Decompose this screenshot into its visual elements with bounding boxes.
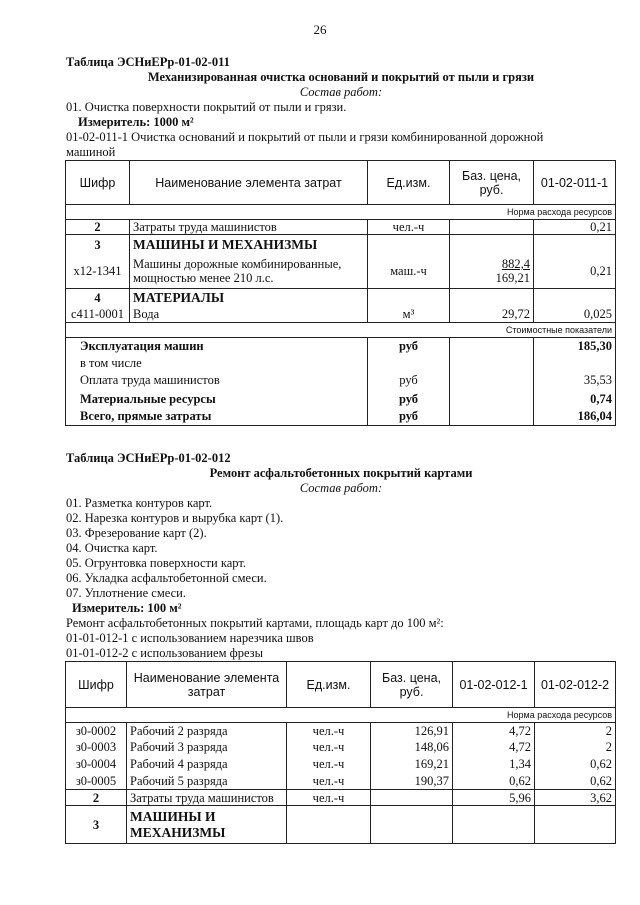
table-row [66, 255, 616, 289]
norm-label: Норма расхода ресурсов [66, 708, 616, 723]
header-name: Наименование элемента затрат [130, 161, 368, 205]
table-row [66, 790, 616, 806]
table1-composition-heading: Состав работ: [299, 85, 383, 99]
table-row [66, 289, 616, 307]
table2-work-item: 01. Разметка контуров карт. [66, 496, 213, 510]
cost-name: Материальные ресурсы [66, 390, 368, 408]
row-name: Машины дорожные комбинированные, мощностью менее 210 л.с. [130, 255, 368, 289]
cost-name: Эксплуатация машин [66, 338, 368, 355]
row-price: 148,06 [371, 739, 453, 756]
cost-row [66, 355, 616, 371]
table2-subtitle: Ремонт асфальтобетонных покрытий картами [209, 466, 473, 480]
table2-work-item: 06. Укладка асфальтобетонной смеси. [66, 571, 267, 585]
row-value-2: 2 [535, 739, 616, 756]
header-col1: 01-02-012-1 [453, 662, 535, 708]
row-name: Затраты труда машинистов [127, 790, 287, 806]
cost-unit: руб [368, 371, 450, 390]
table2-description: 01-01-012-1 с использованием нарезчика швов [66, 631, 314, 645]
cost-unit: руб [368, 408, 450, 426]
row-code: з0-0002 [66, 723, 127, 739]
row-code: х12-1341 [66, 255, 130, 289]
row-price: 882,4 169,21 [450, 255, 534, 289]
cost-name: Оплата труда машинистов [66, 371, 368, 390]
row-unit: маш.-ч [368, 255, 450, 289]
table1-header-row [66, 161, 616, 205]
cost-label: Стоимостные показатели [66, 323, 616, 338]
table-row [66, 739, 616, 756]
cost-row [66, 390, 616, 408]
row-price [371, 790, 453, 806]
row-code: 3 [66, 806, 127, 844]
row-value: 0,21 [534, 220, 616, 235]
row-value-1: 0,62 [453, 773, 535, 790]
cost-name: Всего, прямые затраты [66, 408, 368, 426]
cost-row [66, 408, 616, 426]
header-unit: Ед.изм. [287, 662, 371, 708]
row-name: Вода [130, 307, 368, 323]
row-value: 0,21 [534, 255, 616, 289]
row-value-1: 5,96 [453, 790, 535, 806]
header-unit: Ед.изм. [368, 161, 450, 205]
row-name: Рабочий 4 разряда [127, 756, 287, 773]
header-name: Наименование элемента затрат [127, 662, 287, 708]
table-row [66, 756, 616, 773]
row-code: 3 [66, 235, 130, 255]
header-col1: 01-02-011-1 [534, 161, 616, 205]
row-value-2: 0,62 [535, 756, 616, 773]
table2-title: Таблица ЭСНиЕРр-01-02-012 [66, 451, 231, 465]
row-value-1: 1,34 [453, 756, 535, 773]
row-price: 169,21 [371, 756, 453, 773]
table-row [66, 806, 616, 844]
row-value: 0,025 [534, 307, 616, 323]
table-row [66, 723, 616, 739]
row-code: з0-0005 [66, 773, 127, 790]
table-row [66, 220, 616, 235]
row-name: Рабочий 2 разряда [127, 723, 287, 739]
table1-description-cont: машиной [66, 145, 116, 159]
row-code: 2 [66, 790, 127, 806]
row-price: 29,72 [450, 307, 534, 323]
page-number: 26 [313, 22, 327, 37]
table2-description: Ремонт асфальтобетонных покрытий картами, площадь карт до 100 м²: [66, 616, 444, 630]
table2-composition-heading: Состав работ: [299, 481, 383, 495]
table-row [66, 773, 616, 790]
row-unit: чел.-ч [287, 756, 371, 773]
row-value-1: 4,72 [453, 723, 535, 739]
table1-subtitle: Механизированная очистка оснований и покрытий от пыли и грязи [147, 70, 535, 84]
table2-measure: Измеритель: 100 м² [72, 601, 182, 615]
table2-work-item: 03. Фрезерование карт (2). [66, 526, 207, 540]
table2-header-row [66, 662, 616, 708]
row-unit: м³ [368, 307, 450, 323]
table1-description: 01-02-011-1 Очистка оснований и покрытий от пыли и грязи комбинированной дорожной [66, 130, 544, 144]
row-code: 4 [66, 289, 130, 307]
row-section-name: МАШИНЫ И МЕХАНИЗМЫ [127, 806, 287, 844]
row-value-2: 3,62 [535, 790, 616, 806]
row-unit: чел.-ч [287, 790, 371, 806]
row-name: Рабочий 5 разряда [127, 773, 287, 790]
row-unit: чел.-ч [368, 220, 450, 235]
cost-name: в том числе [66, 355, 368, 371]
table1 [65, 160, 616, 426]
header-code: Шифр [66, 161, 130, 205]
header-price: Баз. цена, руб. [371, 662, 453, 708]
row-unit: чел.-ч [287, 773, 371, 790]
row-unit: чел.-ч [287, 739, 371, 756]
table-row [66, 307, 616, 323]
table-row [66, 235, 616, 255]
row-section-name: МАШИНЫ И МЕХАНИЗМЫ [130, 235, 368, 255]
cost-value: 185,30 [534, 338, 616, 355]
row-name: Рабочий 3 разряда [127, 739, 287, 756]
row-price [450, 220, 534, 235]
table2-work-item: 02. Нарезка контуров и вырубка карт (1). [66, 511, 284, 525]
table2-description: 01-01-012-2 с использованием фрезы [66, 646, 263, 660]
cost-value: 186,04 [534, 408, 616, 426]
table2-work-item: 04. Очистка карт. [66, 541, 158, 555]
header-col2: 01-02-012-2 [535, 662, 616, 708]
table2 [65, 661, 616, 844]
row-unit: чел.-ч [287, 723, 371, 739]
table2-work-item: 07. Уплотнение смеси. [66, 586, 186, 600]
header-code: Шифр [66, 662, 127, 708]
row-value-1: 4,72 [453, 739, 535, 756]
row-price: 190,37 [371, 773, 453, 790]
cost-value: 35,53 [534, 371, 616, 390]
row-section-name: МАТЕРИАЛЫ [130, 289, 368, 307]
row-code: 2 [66, 220, 130, 235]
table1-measure: Измеритель: 1000 м² [78, 115, 194, 129]
row-value-2: 2 [535, 723, 616, 739]
table1-title: Таблица ЭСНиЕРр-01-02-011 [66, 55, 230, 69]
table1-work-item: 01. Очистка поверхности покрытий от пыли и грязи. [66, 100, 347, 114]
norm-label: Норма расхода ресурсов [66, 205, 616, 220]
cost-unit: руб [368, 338, 450, 355]
cost-row [66, 338, 616, 355]
row-name: Затраты труда машинистов [130, 220, 368, 235]
row-code: з0-0004 [66, 756, 127, 773]
row-price: 126,91 [371, 723, 453, 739]
cost-row [66, 371, 616, 390]
row-code: с411-0001 [66, 307, 130, 323]
row-code: з0-0003 [66, 739, 127, 756]
cost-value: 0,74 [534, 390, 616, 408]
row-value-2: 0,62 [535, 773, 616, 790]
header-price: Баз. цена, руб. [450, 161, 534, 205]
cost-unit: руб [368, 390, 450, 408]
table2-work-item: 05. Огрунтовка поверхности карт. [66, 556, 246, 570]
